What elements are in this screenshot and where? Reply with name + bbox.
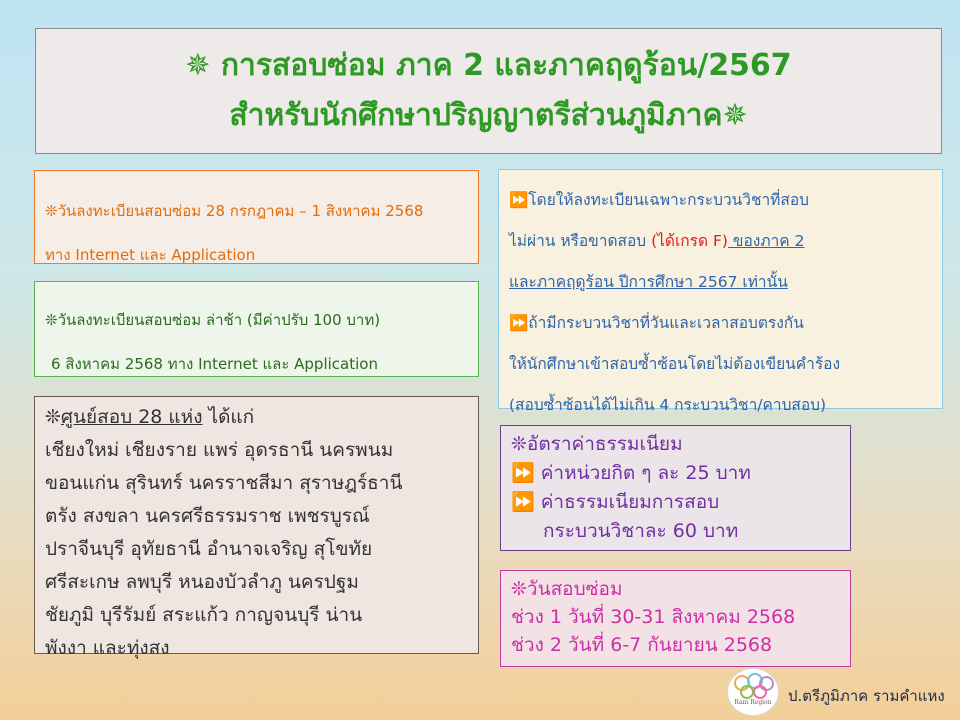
exam-centers-count: ศูนย์สอบ 28 แห่ง [60, 406, 203, 428]
fee-credit: ⏩ ค่าหน่วยกิต ๆ ละ 25 บาท [511, 462, 751, 484]
exam-period-1: ช่วง 1 วันที่ 30-31 สิงหาคม 2568 [511, 606, 796, 628]
footer-label: ป.ตรีภูมิภาค รามคำแหง [788, 687, 945, 705]
note-1-semester: ของภาค 2 [727, 232, 805, 250]
exam-dates-heading: ❊วันสอบซ่อม [511, 578, 623, 600]
note-2-line-3: (สอบซ้ำซ้อนได้ไม่เกิน 4 กระบวนวิชา/คาบสอบ) [509, 396, 827, 414]
fees-box [500, 425, 851, 551]
flower-bullet-icon: ❊ [45, 406, 61, 428]
exam-centers-line: ขอนแก่น สุรินทร์ นครราชสีมา สุราษฎร์ธานี [45, 472, 403, 494]
ram-region-logo [727, 668, 779, 716]
note-1-line-2 [509, 221, 942, 262]
exam-centers-line: พังงา และทุ่งสง [45, 637, 170, 659]
fee-exam-amount: กระบวนวิชาละ 60 บาท [543, 520, 739, 542]
registration-dates: ❊วันลงทะเบียนสอบซ่อม 28 กรกฎาคม – 1 สิงหาคม 2568 [45, 202, 424, 220]
exam-centers-line: ชัยภูมิ บุรีรัมย์ สระแก้ว กาญจนบุรี น่าน [45, 604, 363, 626]
exam-centers-heading [45, 401, 478, 434]
late-registration-heading: ❊วันลงทะเบียนสอบซ่อม ล่าช้า (มีค่าปรับ 100 บาท) [45, 311, 381, 329]
note-1-line-1: ⏩โดยให้ลงทะเบียนเฉพาะกระบวนวิชาที่สอบ [509, 191, 810, 209]
exam-centers-box [34, 396, 479, 659]
title-line-2: สำหรับนักศึกษาปริญญาตรีส่วนภูมิภาค✵ [229, 98, 748, 133]
exam-centers-line: เชียงใหม่ เชียงราย แพร่ อุดรธานี นครพนม [45, 439, 394, 461]
late-registration-box [34, 281, 479, 377]
registration-channel: ทาง Internet และ Application [45, 246, 256, 264]
exam-centers-line: ตรัง สงขลา นครศรีธรรมราช เพชรบูรณ์ [45, 505, 370, 527]
note-2-line-1: ⏩ถ้ามีกระบวนวิชาที่วันและเวลาสอบตรงกัน [509, 314, 804, 332]
exam-period-2: ช่วง 2 วันที่ 6-7 กันยายน 2568 [511, 634, 773, 656]
note-1-text: ไม่ผ่าน หรือขาดสอบ [509, 232, 652, 250]
exam-centers-suffix: ได้แก่ [202, 406, 255, 428]
exam-centers-line: ปราจีนบุรี อุทัยธานี อำนาจเจริญ สุโขทัย [45, 538, 373, 560]
registration-notes-box [498, 169, 943, 414]
page-title-box [35, 28, 942, 154]
title-line-1: ✵ การสอบซ่อม ภาค 2 และภาคฤดูร้อน/2567 [185, 48, 792, 83]
logo-text: Ram Region [734, 699, 772, 706]
exam-dates-box [500, 570, 851, 667]
exam-centers-line: ศรีสะเกษ ลพบุรี หนองบัวลำภู นครปฐม [45, 571, 359, 593]
grade-f-note: (ได้เกรด F) [651, 232, 728, 250]
registration-period-box [34, 170, 479, 264]
note-1-line-3: และภาคฤดูร้อน ปีการศึกษา 2567 เท่านั้น [509, 273, 788, 291]
fee-exam: ⏩ ค่าธรรมเนียมการสอบ [511, 491, 720, 513]
note-2-line-2: ให้นักศึกษาเข้าสอบซ้ำซ้อนโดยไม่ต้องเขียนคำร้อง [509, 355, 841, 373]
fees-heading: ❊อัตราค่าธรรมเนียม [511, 433, 683, 455]
late-registration-date: 6 สิงหาคม 2568 ทาง Internet และ Application [51, 355, 378, 373]
